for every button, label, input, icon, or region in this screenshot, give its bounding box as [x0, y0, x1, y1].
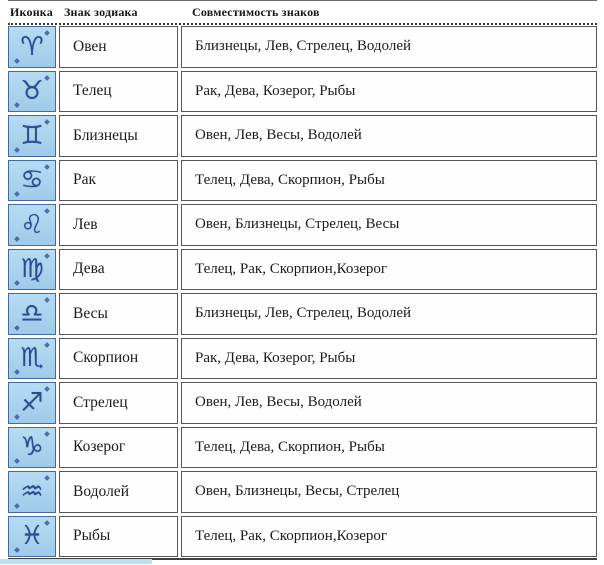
- zodiac-icon-cell: [8, 382, 56, 424]
- aquarius-icon: ♒: [20, 476, 44, 507]
- zodiac-icon-cell: [8, 338, 56, 380]
- zodiac-sign-name: Овен: [73, 37, 107, 55]
- compatibility-list: Близнецы, Лев, Стрелец, Водолей: [195, 38, 412, 55]
- compatibility-list: Рак, Дева, Козерог, Рыбы: [195, 82, 356, 99]
- zodiac-icon-cell: [8, 427, 56, 469]
- libra-icon: ♎: [20, 298, 44, 329]
- zodiac-sign-name: Козерог: [73, 438, 126, 456]
- capricorn-icon: ♑: [20, 432, 44, 463]
- column-header-compatibility: Совместимость знаков: [192, 4, 320, 19]
- zodiac-sign-name: Рыбы: [73, 527, 111, 545]
- compatibility-list: Телец, Рак, Скорпион,Козерог: [195, 260, 388, 277]
- zodiac-icon-cell: [8, 160, 56, 202]
- virgo-icon: ♍: [20, 254, 44, 285]
- pisces-icon: ♓: [20, 521, 44, 552]
- decorative-strip: [0, 559, 152, 564]
- compatibility-list: Овен, Близнецы, Весы, Стрелец: [195, 483, 400, 500]
- compatibility-list: Овен, Близнецы, Стрелец, Весы: [195, 216, 400, 233]
- zodiac-icon-cell: [8, 516, 56, 558]
- compatibility-list: Телец, Дева, Скорпион, Рыбы: [195, 438, 385, 455]
- gemini-icon: ♊: [20, 120, 44, 151]
- compatibility-list: Телец, Рак, Скорпион,Козерог: [195, 527, 388, 544]
- compatibility-list: Близнецы, Лев, Стрелец, Водолей: [195, 305, 412, 322]
- zodiac-sign-name: Дева: [73, 260, 105, 278]
- aries-icon: ♈: [20, 31, 44, 62]
- zodiac-icon-cell: [8, 71, 56, 113]
- scorpio-icon: ♏: [20, 343, 44, 374]
- zodiac-icon-cell: [8, 293, 56, 335]
- zodiac-sign-name: Телец: [73, 82, 112, 100]
- column-header-icon: Иконка: [10, 4, 53, 19]
- zodiac-sign-name: Стрелец: [73, 393, 128, 411]
- compatibility-list: Овен, Лев, Весы, Водолей: [195, 127, 362, 144]
- cancer-icon: ♋: [20, 165, 44, 196]
- taurus-icon: ♉: [20, 76, 44, 107]
- leo-icon: ♌: [20, 209, 44, 240]
- zodiac-sign-name: Лев: [73, 215, 98, 233]
- zodiac-sign-name: Весы: [73, 304, 108, 322]
- column-header-zodiac-sign: Знак зодиака: [64, 4, 138, 19]
- compatibility-list: Овен, Лев, Весы, Водолей: [195, 394, 362, 411]
- table-body: [8, 26, 597, 560]
- zodiac-sign-name: Водолей: [73, 482, 129, 500]
- zodiac-icon-cell: [8, 249, 56, 291]
- zodiac-icon-cell: [8, 471, 56, 513]
- zodiac-icon-cell: [8, 115, 56, 157]
- sagittarius-icon: ♐: [20, 387, 44, 418]
- zodiac-sign-name: Скорпион: [73, 349, 139, 367]
- compatibility-list: Рак, Дева, Козерог, Рыбы: [195, 349, 356, 366]
- compatibility-list: Телец, Дева, Скорпион, Рыбы: [195, 171, 385, 188]
- zodiac-sign-name: Близнецы: [73, 126, 138, 144]
- zodiac-icon-cell: [8, 204, 56, 246]
- zodiac-icon-cell: [8, 26, 56, 68]
- table-header-row: [8, 0, 597, 25]
- zodiac-sign-name: Рак: [73, 171, 97, 189]
